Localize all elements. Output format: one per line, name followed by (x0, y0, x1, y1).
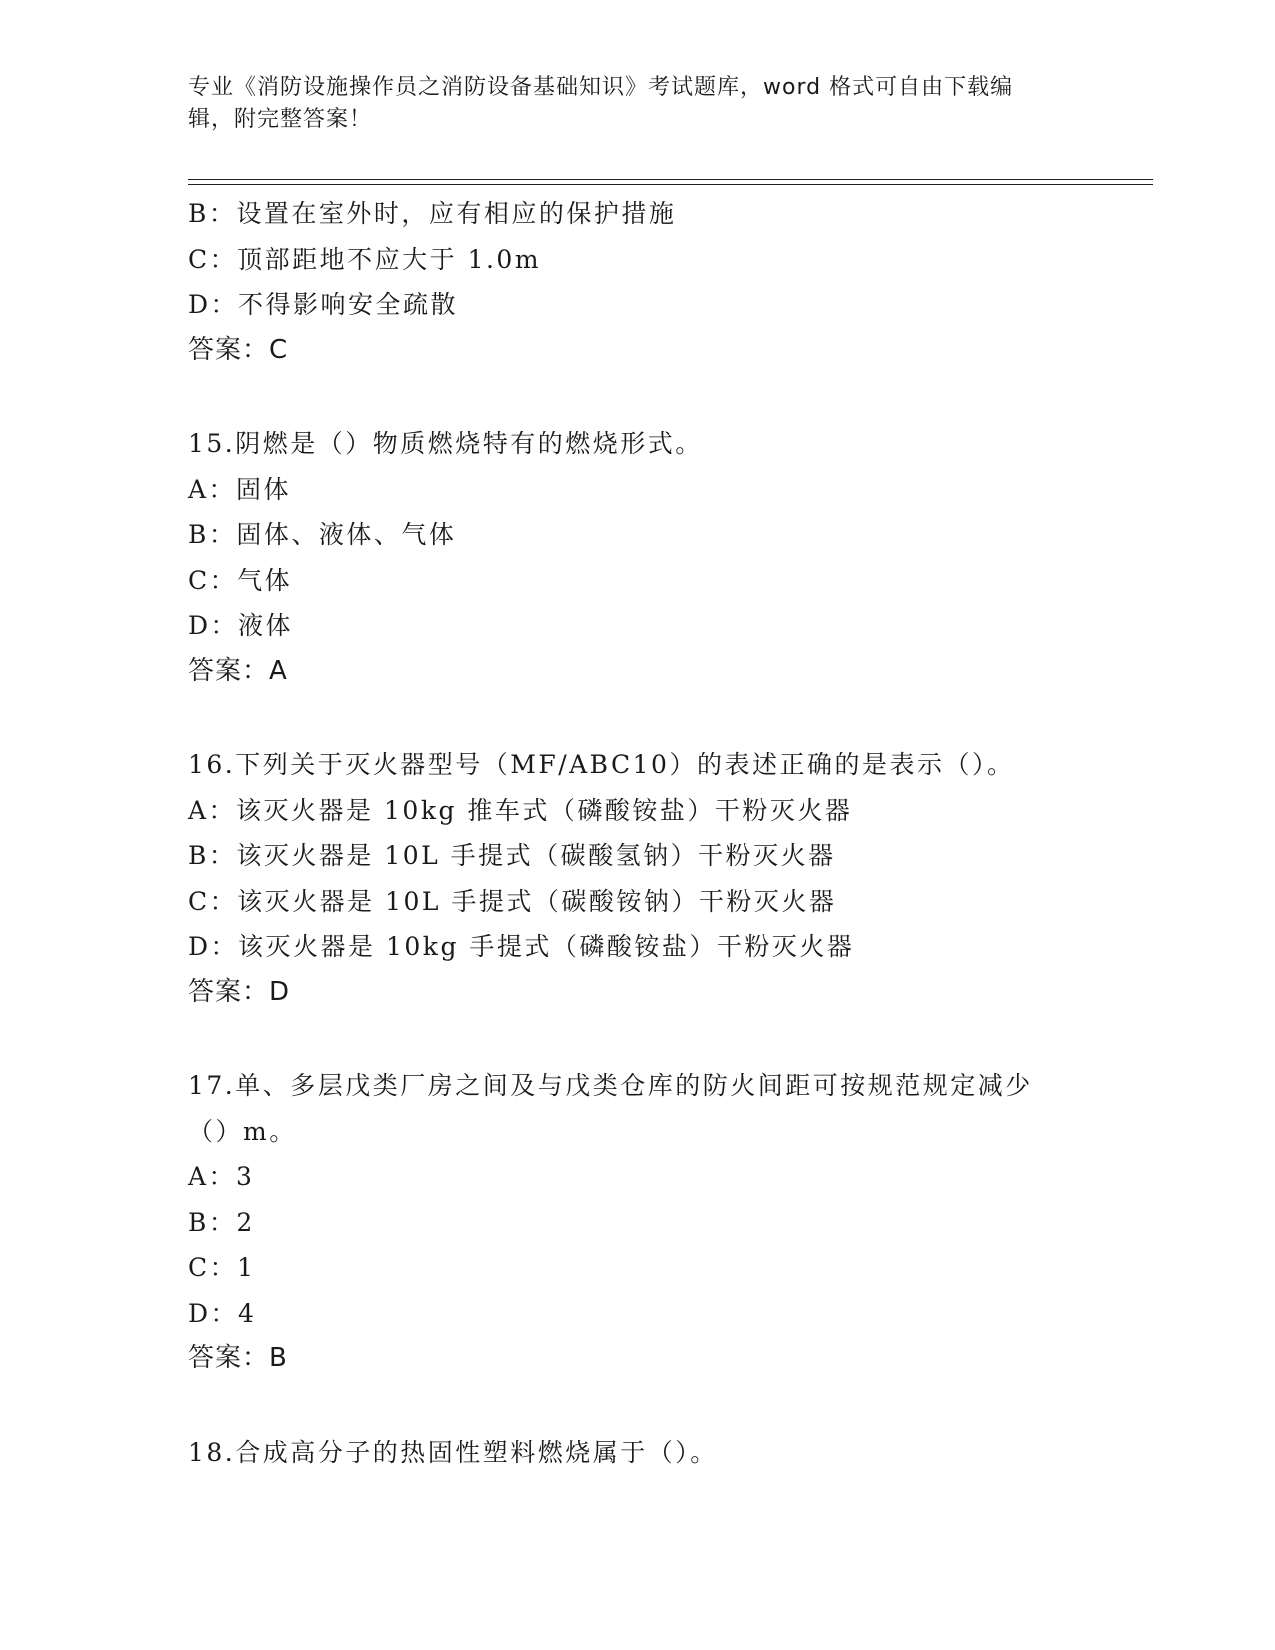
header-divider-bottom (188, 184, 1153, 185)
option-b: B：固体、液体、气体 (188, 520, 457, 549)
option-d: D：不得影响安全疏散 (188, 290, 459, 319)
question-16 (188, 742, 1088, 1015)
option-b: B：该灭火器是 10L 手提式（碳酸氢钠）干粉灭火器 (188, 841, 836, 870)
option-d: D：4 (188, 1298, 257, 1328)
question-18 (188, 1430, 1088, 1476)
question-text: 16.下列关于灭火器型号（MF/ABC10）的表述正确的是表示（）。 (188, 750, 1015, 779)
option-d: D：该灭火器是 10kg 手提式（磷酸铵盐）干粉灭火器 (188, 932, 855, 961)
option-c: C：气体 (188, 565, 293, 595)
question-15 (188, 421, 1088, 694)
header-title-line-1: 专业《消防设施操作员之消防设备基础知识》考试题库，word 格式可自由下载编 (188, 75, 1014, 100)
question-text: 15.阴燃是（）物质燃烧特有的燃烧形式。 (188, 429, 703, 458)
header-title-line-2: 辑，附完整答案！ (188, 107, 373, 132)
document-header (188, 72, 1068, 136)
option-a: A：该灭火器是 10kg 推车式（磷酸铵盐）干粉灭火器 (188, 795, 853, 825)
option-a: A：固体 (188, 474, 292, 504)
question-text-line-1: 17.单、多层戊类厂房之间及与戊类仓库的防火间距可按规范规定减少 (188, 1071, 1033, 1100)
answer-label: 答案：D (188, 976, 291, 1007)
answer-label: 答案：A (188, 655, 288, 686)
question-17 (188, 1063, 1088, 1382)
option-c: C：该灭火器是 10L 手提式（碳酸铵钠）干粉灭火器 (188, 886, 837, 916)
question-14-continued (188, 191, 1088, 373)
option-a: A：3 (188, 1162, 255, 1191)
question-text-line-2: （）m。 (188, 1116, 297, 1146)
answer-label: 答案：C (188, 334, 289, 365)
option-c: C：1 (188, 1253, 256, 1282)
option-b: B：2 (188, 1207, 255, 1237)
option-b: B：设置在室外时，应有相应的保护措施 (188, 199, 677, 228)
question-list (188, 191, 1088, 1475)
option-d: D：液体 (188, 611, 294, 640)
option-c: C：顶部距地不应大于 1.0m (188, 244, 542, 274)
header-divider-top (188, 179, 1153, 180)
question-text: 18.合成高分子的热固性塑料燃烧属于（）。 (188, 1437, 718, 1467)
answer-label: 答案：B (188, 1343, 288, 1373)
